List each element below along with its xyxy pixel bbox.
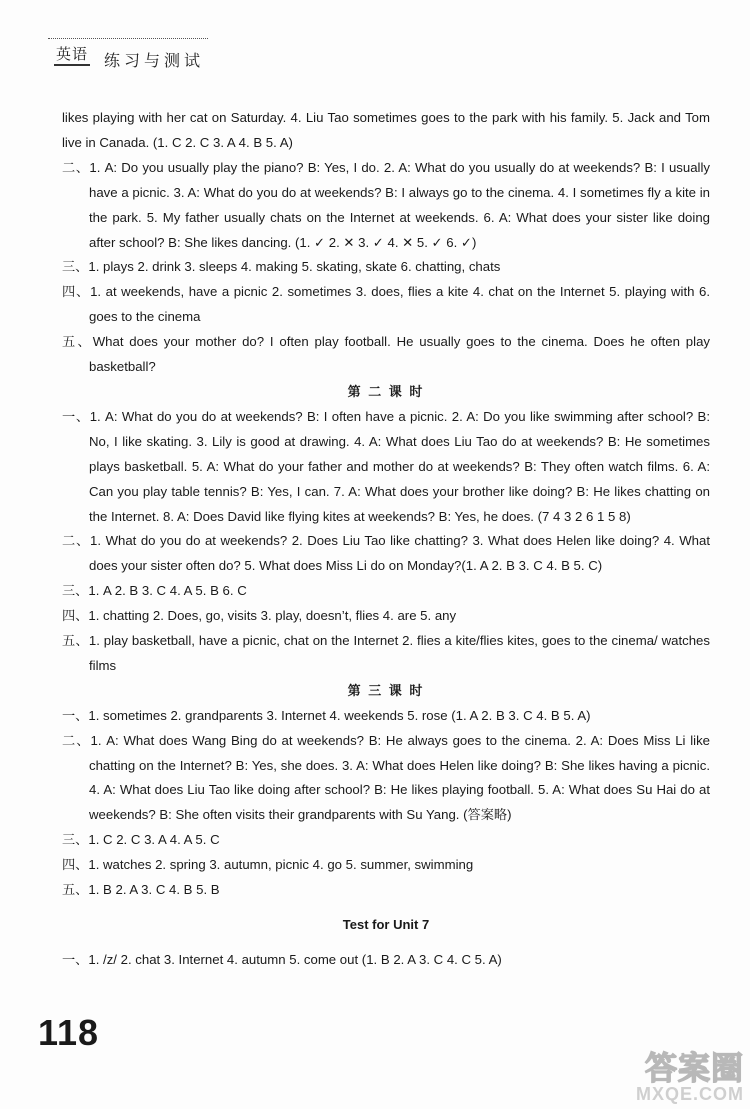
paragraph-14: 三、1. C 2. C 3. A 4. A 5. C [62, 832, 220, 848]
section-heading-lesson-2: 第 二 课 时 [347, 383, 425, 399]
paragraph-18: 一、1. /z/ 2. chat 3. Internet 4. autumn 5. come out (1. B 2. A 3. C 4. C 5. A) [62, 951, 502, 967]
paragraph-8: 三、1. A 2. B 3. C 4. A 5. B 6. C [62, 583, 247, 599]
watermark-bottom-text: MXQE.COM [635, 1084, 744, 1104]
section-heading-lesson-3: 第 三 课 时 [347, 682, 425, 698]
paragraph-15: 四、1. watches 2. spring 3. autumn, picnic 4. go 5. summer, swimming [62, 857, 474, 873]
paragraph-1: 二、1. A: Do you usually play the piano? B: Yes, I do. 2. A: What do you usually do at weekends? B: I usually have a picnic. 3. A: What do you do at weekends? B: I always go to the cinema. 4. I sometimes fly a kite in the park. 5. My father usually chats on the Internet at weekends. 6. A: What does your sister like doing after school? B: She likes dancing. (1. ✓ 2. ✕ 3. ✓ 4. ✕ 5. ✓ 6. ✓) [62, 159, 710, 250]
paragraph-7: 二、1. What do you do at weekends? 2. Does Liu Tao like chatting? 3. What does Helen like doing? 4. What does your sister often do? 5. What does Miss Li do on Monday?(1. A 2. B 3. C 4. B 5. C) [62, 533, 710, 574]
paragraph-0: likes playing with her cat on Saturday. 4. Liu Tao sometimes goes to the park with his family. 5. Jack and Tom live in Canada. (1. C 2. C 3. A 4. B 5. A) [62, 110, 710, 150]
page-header [48, 38, 208, 70]
subject-badge: 英语 [54, 43, 90, 66]
header-dotted-rule [48, 38, 208, 39]
paragraph-16: 五、1. B 2. A 3. C 4. B 5. B [62, 882, 220, 898]
paragraph-10: 五、1. play basketball, have a picnic, chat on the Internet 2. flies a kite/flies kites, goes to the cinema/ watches films [62, 633, 710, 673]
watermark-logo [636, 1052, 744, 1103]
answer-key-body [62, 106, 710, 973]
paragraph-13: 二、1. A: What does Wang Bing do at weekends? B: He always goes to the cinema. 2. A: Does Miss Li like chatting on the Internet? B: Yes, she does. 3. A: What does Helen like doing? B: She likes having a picnic. 4. A: What does Liu Tao like doing after school? B: He likes playing football. 5. A: What does Su Hai do at weekends? B: She often visits their grandparents with Su Yang. (答案略) [62, 732, 710, 823]
page-number: 118 [38, 1012, 100, 1053]
paragraph-9: 四、1. chatting 2. Does, go, visits 3. play, doesn’t, flies 4. are 5. any [62, 608, 457, 624]
paragraph-2: 三、1. plays 2. drink 3. sleeps 4. making 5. skating, skate 6. chatting, chats [62, 259, 501, 275]
paragraph-4: 五、What does your mother do? I often play football. He usually goes to the cinema. Does he often play basketball? [62, 334, 710, 375]
section-heading-test-unit-7: Test for Unit 7 [342, 917, 430, 932]
paragraph-3: 四、1. at weekends, have a picnic 2. sometimes 3. does, flies a kite 4. chat on the Internet 5. playing with 6. goes to the cinema [62, 284, 710, 325]
book-title: 练习与测试 [104, 53, 205, 70]
watermark-top-text: 答案圈 [644, 1050, 744, 1086]
paragraph-12: 一、1. sometimes 2. grandparents 3. Internet 4. weekends 5. rose (1. A 2. B 3. C 4. B 5. A) [62, 707, 591, 723]
paragraph-6: 一、1. A: What do you do at weekends? B: I often have a picnic. 2. A: Do you like swimming after school? B: No, I like skating. 3. Lily is good at drawing. 4. A: What does Liu Tao do at weekends? B: He sometimes plays basketball. 5. A: What do your father and mother do at weekends? B: They often watch films. 6. A: Can you play table tennis? B: Yes, I can. 7. A: What does your brother like doing? B: He likes chatting on the Internet. 8. A: Does David like flying kites at weekends? B: Yes, he does. (7 4 3 2 6 1 5 8) [62, 408, 710, 524]
